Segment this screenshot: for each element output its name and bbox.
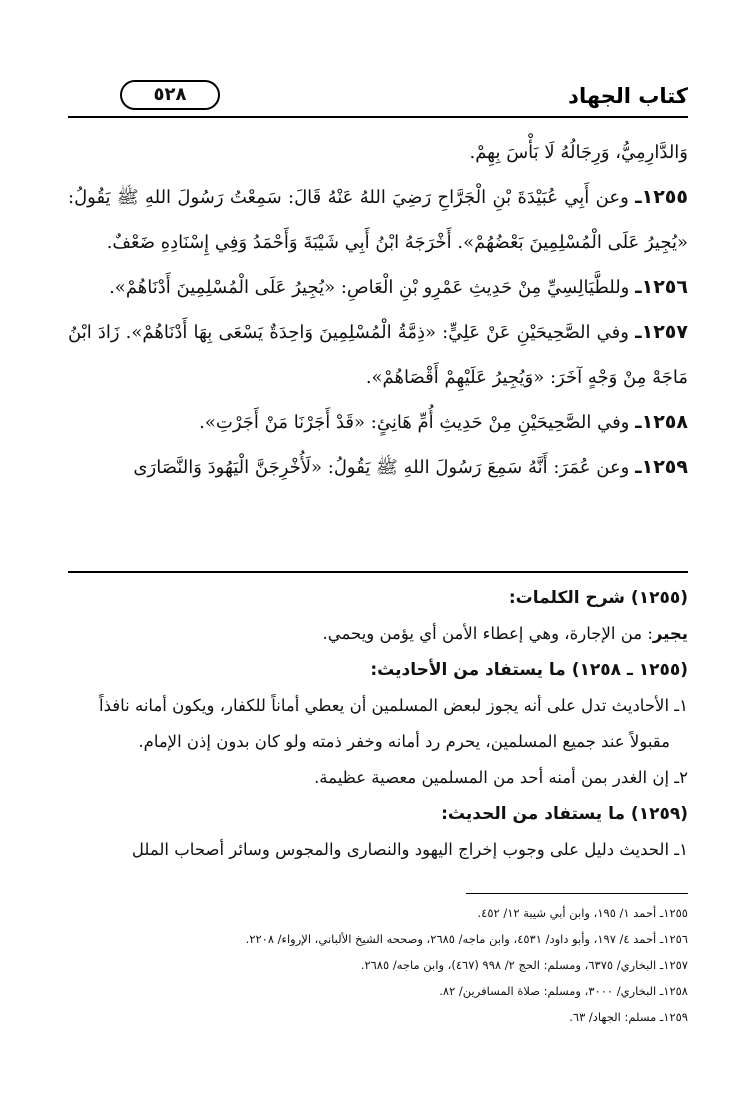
footnote: ١٢٥٦ـ أحمد ٤/ ١٩٧، وأبو داود/ ٤٥٣١، وابن ماجه/ ٢٦٨٥، وصححه الشيخ الألباني، الإرواء/ ٢٢٠٨. [245,932,688,946]
footnote: ١٢٥٥ـ أحمد ١/ ١٩٥، وابن أبي شيبة ١٢/ ٤٥٢. [477,906,688,920]
hadith-number: ١٢٥٥ـ [635,186,688,208]
hadith-number: ١٢٥٩ـ [635,456,688,478]
benefit-item-continued: مقبولاً عند جميع المسلمين، يحرم رد أمانه وخفر ذمته ولو كان بدون إذن الإمام. [138,732,670,751]
header-divider [68,116,688,118]
vocab-heading: (١٢٥٥) شرح الكلمات: [508,588,688,608]
hadith-paragraph: وَالدَّارِمِيُّ، وَرِجَالُهُ لَا بَأْسَ بِهِمْ. [469,142,688,163]
hadith-paragraph: ١٢٥٦ـ وللطَّيَالِسِيِّ مِنْ حَدِيثِ عَمْرِو بْنِ الْعَاصِ: «يُجِيرُ عَلَى الْمُسْلِمِينَ أَدْنَاهُمْ». [109,276,688,298]
benefit-item: ١ـ الأحاديث تدل على أنه يجوز لبعض المسلمين أن يعطي أماناً للكفار، ويكون أمانه نافذاً [99,696,688,715]
benefits-heading: (١٢٥٩) ما يستفاد من الحديث: [441,804,688,824]
hadith-paragraph: ١٢٥٨ـ وفي الصَّحِيحَيْنِ مِنْ حَدِيثِ أُمِّ هَانِئٍ: «قَدْ أَجَرْنَا مَنْ أَجَرْتِ». [199,411,688,433]
hadith-paragraph: ١٢٥٧ـ وفي الصَّحِيحَيْنِ عَنْ عَلِيٍّ: «ذِمَّةُ الْمُسْلِمِينَ وَاحِدَةٌ يَسْعَى بِهَا أَدْنَاهُمْ». زَادَ ابْنُ مَاجَهْ مِنْ وَجْهٍ آخَرَ: «وَيُجِيرُ عَلَيْهِمْ أَقْصَاهُمْ». [68,321,688,388]
footnote: ١٢٥٩ـ مسلم: الجهاد/ ٦٣. [569,1010,688,1024]
vocab-term: يجير [652,624,688,643]
hadith-text [68,130,688,490]
hadith-paragraph: ١٢٥٥ـ وعن أَبِي عُبَيْدَةَ بْنِ الْجَرَّاحِ رَضِيَ اللهُ عَنْهُ قَالَ: سَمِعْتُ رَسُولَ اللهِ ﷺ يَقُولُ: «يُجِيرُ عَلَى الْمُسْلِمِينَ بَعْضُهُمْ». أَخْرَجَهُ ابْنُ أَبِي شَيْبَةَ وَأَحْمَدُ وَفِي إِسْنَادِهِ ضَعْفٌ. [68,186,688,253]
benefit-item: ١ـ الحديث دليل على وجوب إخراج اليهود والنصارى والمجوس وسائر أصحاب الملل [131,840,688,859]
vocab-entry [68,616,688,652]
book-title: كتاب الجهاد [568,84,688,108]
benefits-heading: (١٢٥٥ ـ ١٢٥٨) ما يستفاد من الأحاديث: [370,660,688,680]
vocab-definition: : من الإجارة، وهي إعطاء الأمن أي يؤمن ويحمي. [322,624,653,643]
section-divider [68,571,688,573]
hadith-paragraph: ١٢٥٩ـ وعن عُمَرَ: أَنَّهُ سَمِعَ رَسُولَ اللهِ ﷺ يَقُولُ: «لَأُخْرِجَنَّ الْيَهُودَ وَالنَّصَارَى [133,456,688,478]
hadith-number: ١٢٥٧ـ [635,321,688,343]
page-number: ٥٢٨ [120,80,220,110]
hadith-number: ١٢٥٦ـ [635,276,688,298]
footnote: ١٢٥٧ـ البخاري/ ٦٣٧٥، ومسلم: الحج ٢/ ٩٩٨ (٤٦٧)، وابن ماجه/ ٢٦٨٥. [360,958,688,972]
page-header [68,80,688,116]
footnote: ١٢٥٨ـ البخاري/ ٣٠٠٠، ومسلم: صلاة المسافرين/ ٨٢. [439,984,688,998]
benefit-item: ٢ـ إن الغدر بمن أمنه أحد من المسلمين معصية عظيمة. [314,768,688,787]
commentary-section [68,580,688,868]
hadith-number: ١٢٥٨ـ [635,411,688,433]
footnote-divider [466,893,688,894]
footnotes [68,900,688,1030]
